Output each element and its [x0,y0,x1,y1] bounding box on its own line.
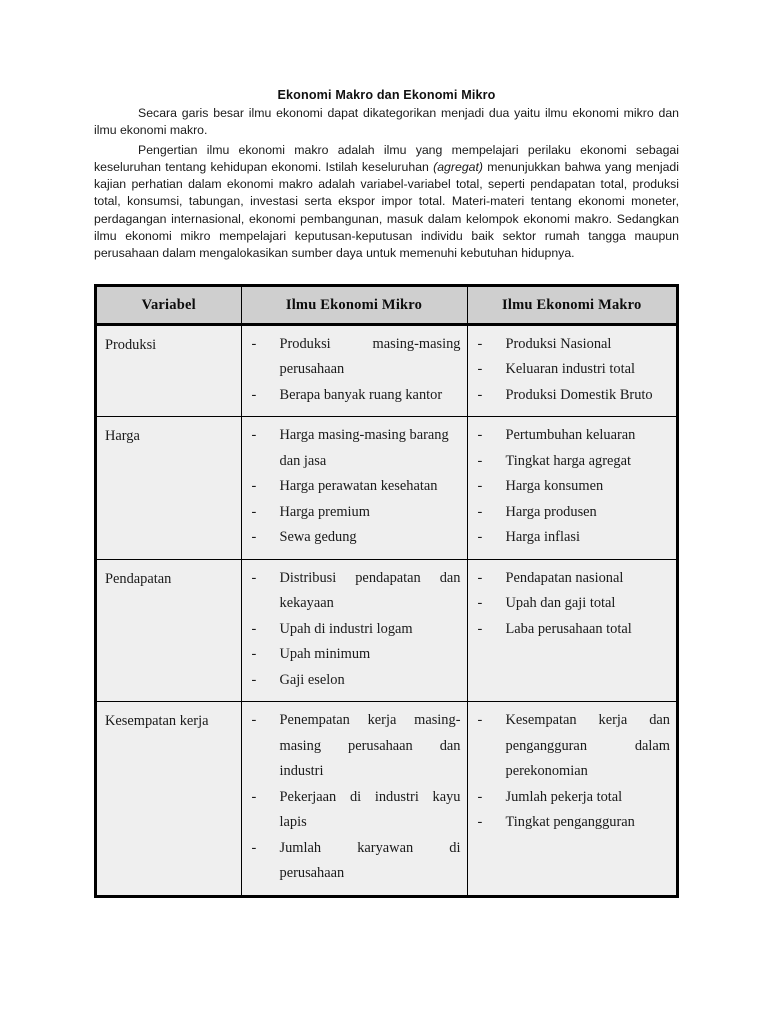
makro-list [476,708,671,836]
list-item-text: Produksi masing-masing perusahaan [279,335,461,378]
list-item [476,357,671,383]
dash-bullet-icon: - [251,839,257,856]
list-item [476,708,671,785]
list-item-text: Harga masing-masing barang dan jasa [279,427,449,469]
term-agregat: (agregat) [433,159,484,174]
cell-makro [467,324,676,417]
list-item-text: Gaji eselon [279,671,345,688]
makro-list [476,332,671,409]
dash-bullet-icon: - [477,569,483,586]
list-item [476,810,671,836]
list-item-text: Penempatan kerja masing-masing perusahaan dan industri [279,712,461,780]
list-item-text: Harga produsen [505,503,597,520]
cell-variabel [97,702,241,895]
dash-bullet-icon: - [477,335,483,352]
list-item-text: Harga konsumen [505,478,604,495]
comparison-table-wrapper [94,284,679,898]
dash-bullet-icon: - [251,788,257,805]
list-item-text: Keluaran industri total [505,361,635,378]
list-item [476,423,671,449]
list-item-text: Laba perusahaan total [505,620,632,637]
list-item [476,500,671,526]
variabel-label: Pendapatan [105,570,172,587]
mikro-list [250,708,461,887]
variabel-label: Kesempatan kerja [105,713,209,730]
mikro-list [250,566,461,694]
list-item [476,383,671,409]
list-item [250,500,461,526]
variabel-label: Harga [105,428,140,445]
page-title: Ekonomi Makro dan Ekonomi Mikro [277,88,496,102]
cell-mikro [241,702,467,895]
list-item [250,332,461,383]
cell-makro [467,702,676,895]
list-item [250,836,461,887]
dash-bullet-icon: - [251,335,257,352]
list-item-text: Berapa banyak ruang kantor [279,386,443,403]
list-item-text: Produksi Domestik Bruto [505,386,653,403]
dash-bullet-icon: - [477,620,483,637]
list-item-text: Pertumbuhan keluaran [505,427,636,444]
dash-bullet-icon: - [477,503,483,520]
list-item [250,525,461,551]
list-item [476,591,671,617]
cell-variabel [97,559,241,702]
list-item [250,708,461,785]
list-item-text: Sewa gedung [279,529,357,546]
list-item-text: Harga premium [279,503,370,520]
cell-makro [467,559,676,702]
list-item-text: Tingkat pengangguran [505,814,635,831]
dash-bullet-icon: - [251,503,257,520]
cell-makro [467,417,676,560]
variabel-label: Produksi [105,336,157,353]
list-item [250,785,461,836]
dash-bullet-icon: - [251,478,257,495]
dash-bullet-icon: - [251,569,257,586]
list-item-text: Distribusi pendapatan dan kekayaan [279,569,461,612]
dash-bullet-icon: - [251,386,257,403]
dash-bullet-icon: - [477,712,483,729]
list-item [476,474,671,500]
cell-mikro [241,417,467,560]
list-item [250,668,461,694]
dash-bullet-icon: - [251,529,257,546]
mikro-list [250,332,461,409]
cell-variabel [97,417,241,560]
dash-bullet-icon: - [477,529,483,546]
dash-bullet-icon: - [251,646,257,663]
dash-bullet-icon: - [477,478,483,495]
table-header [97,287,676,325]
dash-bullet-icon: - [251,712,257,729]
paragraph-definition-part2: menunjukkan bahwa yang menjadi kajian perhatian dalam ekonomi makro adalah variabel-variabel total, seperti pendapatan total, produksi total, konsumsi, tabungan, investasi serta ekspor impor total. Materi-materi tentang ekonomi moneter, perdagangan internasional, ekonomi pembangunan, masuk dalam kelompok ekonomi makro. Sedangkan ilmu ekonomi mikro mempelajari keputusan-keputusan individu baik sektor rumah tangga maupun perusahaan dalam mengalokasikan sumber daya untuk memenuhi kebutuhan hidupnya. [94,159,679,261]
paragraph-intro-text: Secara garis besar ilmu ekonomi dapat dikategorikan menjadi dua yaitu ilmu ekonomi mikro dan ilmu ekonomi makro. [94,106,679,138]
list-item-text: Jumlah karyawan di perusahaan [279,839,461,882]
dash-bullet-icon: - [477,427,483,444]
table-body [97,324,676,895]
paragraph-definition [94,142,679,263]
list-item-text: Pendapatan nasional [505,569,624,586]
table-row [97,559,676,702]
list-item [250,642,461,668]
cell-variabel [97,324,241,417]
dash-bullet-icon: - [477,361,483,378]
dash-bullet-icon: - [477,814,483,831]
list-item [250,474,461,500]
mikro-list [250,423,461,551]
list-item [250,566,461,617]
list-item-text: Tingkat harga agregat [505,452,631,469]
table-row [97,324,676,417]
paragraph-intro [94,105,679,140]
list-item-text: Jumlah pekerja total [505,788,623,805]
makro-list [476,566,671,643]
list-item-text: Pekerjaan di industri kayu lapis [279,788,461,831]
list-item [250,617,461,643]
list-item-text: Upah minimum [279,646,371,663]
dash-bullet-icon: - [251,620,257,637]
document-body [94,88,679,898]
cell-mikro [241,559,467,702]
dash-bullet-icon: - [477,788,483,805]
dash-bullet-icon: - [477,386,483,403]
table-row [97,702,676,895]
list-item [476,617,671,643]
list-item-text: Harga inflasi [505,529,580,546]
list-item [476,332,671,358]
list-item [476,566,671,592]
table-header-row [97,287,676,325]
list-item [476,785,671,811]
list-item-text: Upah di industri logam [279,620,413,637]
dash-bullet-icon: - [477,595,483,612]
list-item [476,449,671,475]
cell-mikro [241,324,467,417]
dash-bullet-icon: - [251,427,257,444]
list-item-text: Harga perawatan kesehatan [279,478,438,495]
list-item-text: Produksi Nasional [505,335,612,352]
paragraph-definition-part1: Pengertian ilmu ekonomi makro adalah ilmu yang mempelajari perilaku ekonomi sebagai keseluruhan tentang kehidupan ekonomi. Istilah keseluruhan [94,142,679,174]
dash-bullet-icon: - [477,452,483,469]
column-header-mikro: Ilmu Ekonomi Mikro [241,287,467,325]
table-row [97,417,676,560]
list-item-text: Kesempatan kerja dan pengangguran dalam perekonomian [505,712,670,780]
dash-bullet-icon: - [251,671,257,688]
column-header-makro: Ilmu Ekonomi Makro [467,287,676,325]
column-header-variabel: Variabel [97,287,241,325]
comparison-table [97,287,676,895]
list-item [476,525,671,551]
list-item [250,383,461,409]
makro-list [476,423,671,551]
list-item-text: Upah dan gaji total [505,595,616,612]
list-item [250,423,461,474]
